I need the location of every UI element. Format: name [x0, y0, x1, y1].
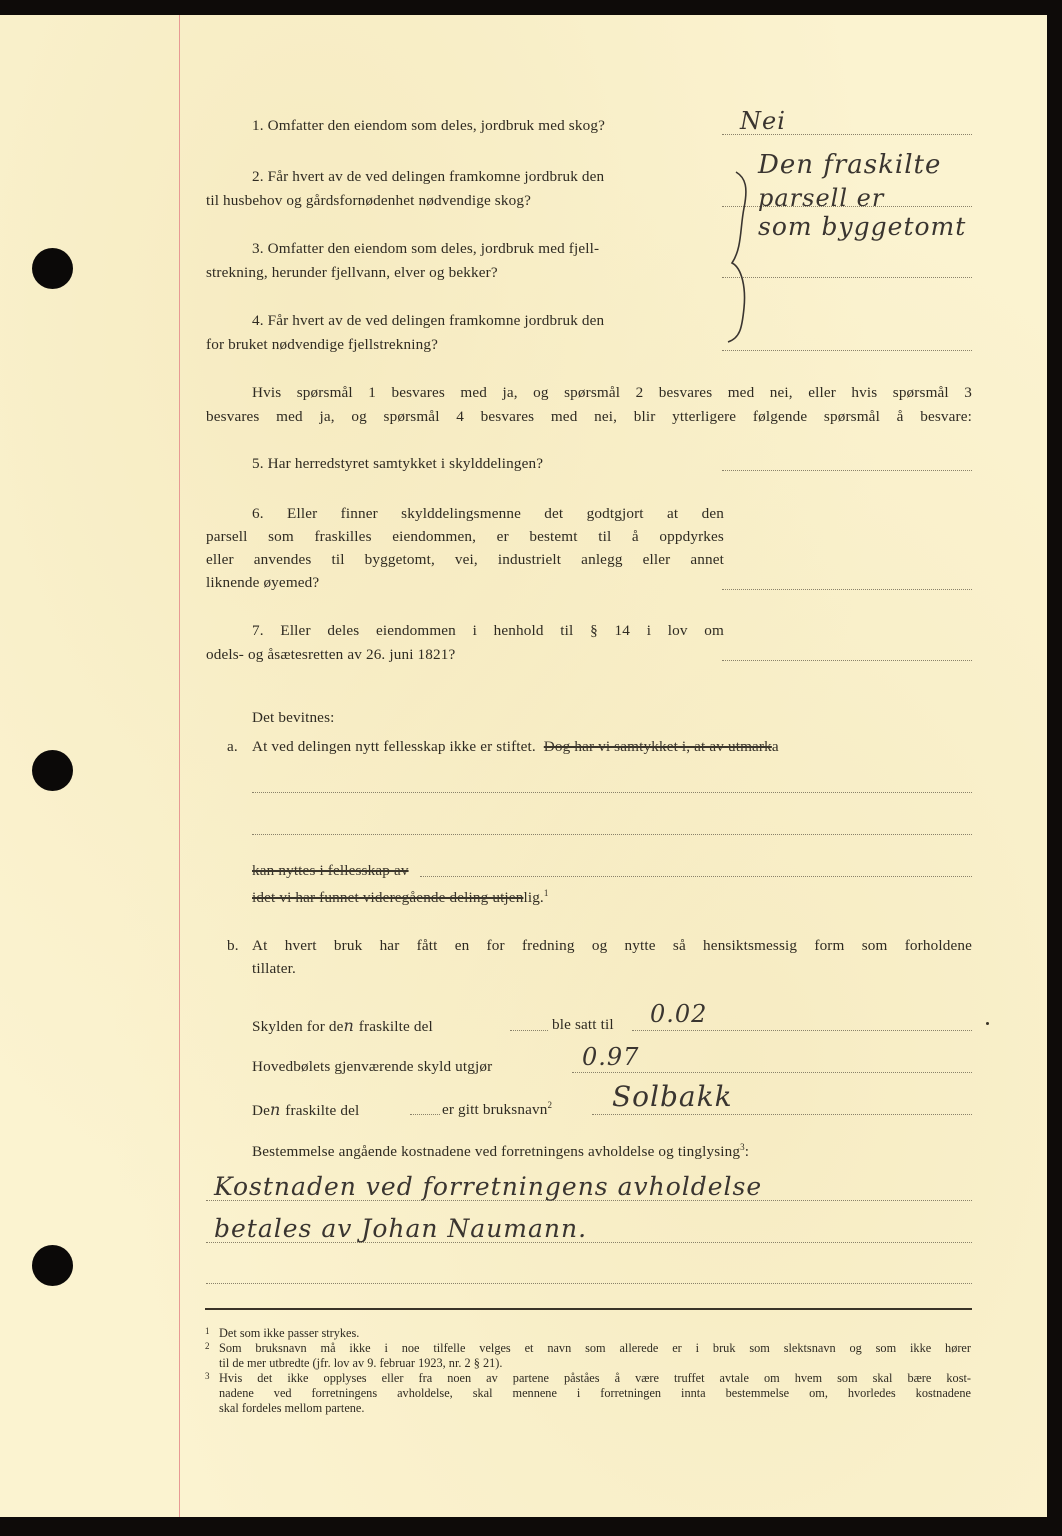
margin-line — [179, 15, 180, 1517]
question-6: 6. Eller finner skylddelingsmenne det godtgjort at den — [252, 505, 724, 522]
punch-hole — [32, 1245, 73, 1286]
struck-text: Dog har vi samtykket i, at av utmark — [543, 738, 772, 755]
footnote-3: 3 Hvis det ikke opplyses eller fra noen av partene påståes å være truffet avtale om hvem som skal bære kost- nadene ved forretningens avholdelse, skal mennene i forretningen innta bestemmelse om, hvorledes kostnadene skal fordeles mellom partene. — [205, 1371, 971, 1415]
footnote-1: 1 Det som ikke passer strykes. — [205, 1326, 360, 1340]
curly-brace-icon — [722, 168, 762, 348]
footnote-separator — [205, 1308, 972, 1310]
skyld-label: Skylden for den fraskilte del — [252, 1016, 433, 1035]
navn-value-handwritten: Solbakk — [612, 1080, 733, 1113]
question-7: 7. Eller deles eiendommen i henhold til § 14 i lov om — [252, 622, 724, 639]
kost-value-line-2: betales av Johan Naumann. — [214, 1214, 588, 1243]
navn-value-line[interactable] — [592, 1114, 972, 1115]
attest-b-text-2: tillater. — [252, 960, 296, 977]
skyld-label-c: ble satt til — [552, 1016, 614, 1033]
period-mark — [986, 1022, 989, 1025]
answer-line-5[interactable] — [722, 470, 972, 471]
kost-value-line-1: Kostnaden ved forretningens avholdelse — [214, 1172, 763, 1201]
navn-part-line[interactable] — [410, 1114, 440, 1115]
punch-hole — [32, 248, 73, 289]
hoved-value-handwritten: 0.97 — [582, 1043, 640, 1071]
question-3: 3. Omfatter den eiendom som deles, jordbruk med fjell- — [252, 240, 600, 257]
bracket-answer-line-3: som byggetomt — [758, 212, 967, 241]
attest-a-text: At ved delingen nytt fellesskap ikke er stiftet. Dog har vi samtykket i, at av utmarka — [252, 738, 779, 755]
kost-label: Bestemmelse angående kostnadene ved forretningens avholdelse og tinglysing$^3$: — [252, 1142, 750, 1160]
skyld-part-line[interactable] — [510, 1030, 548, 1031]
attest-b-label: b. — [227, 937, 239, 954]
answer-line-7[interactable] — [722, 660, 972, 661]
question-1: 1. Omfatter den eiendom som deles, jordbruk med skog? — [252, 117, 605, 134]
attest-heading: Det bevitnes: — [252, 709, 335, 726]
question-4: 4. Får hvert av de ved delingen framkomne jordbruk den — [252, 312, 605, 329]
attest-a-struck-3: idet vi har funnet videregående deling utjenlig.$^1$ — [252, 888, 549, 906]
answer-line-6[interactable] — [722, 589, 972, 590]
answer-line-4[interactable] — [722, 350, 972, 351]
punch-hole — [32, 750, 73, 791]
attest-a-line-1[interactable] — [252, 792, 972, 793]
navn-label-c: er gitt bruksnavn$^2$ — [442, 1100, 553, 1118]
attest-a-line-3[interactable] — [420, 876, 972, 877]
footnote-2: 2 Som bruksnavn må ikke i noe tilfelle velges et navn som allerede er i bruk som slektsnavn og som ikke hører til de mer utbredte (jfr. lov av 9. februar 1923, nr. 2 § 21). — [205, 1341, 971, 1370]
answer-1-handwritten: Nei — [740, 107, 786, 135]
bracket-answer-line-1: Den fraskilte — [758, 150, 942, 180]
question-2-cont: til husbehov og gårdsfornødenhet nødvendige skog? — [206, 192, 531, 209]
question-3-cont: strekning, herunder fjellvann, elver og bekker? — [206, 264, 498, 281]
attest-a-label: a. — [227, 738, 238, 755]
question-2: 2. Får hvert av de ved delingen framkomne jordbruk den — [252, 168, 605, 185]
attest-a-struck-2: kan nyttes i fellesskap av — [252, 862, 409, 879]
kost-line-3[interactable] — [206, 1283, 972, 1284]
question-6-cont-3: liknende øyemed? — [206, 574, 320, 591]
question-6-cont-2: eller anvendes til byggetomt, vei, industrielt anlegg eller annet — [206, 551, 724, 568]
bracket-answer-line-2: parsell er — [758, 184, 885, 212]
question-4-cont: for bruket nødvendige fjellstrekning? — [206, 336, 439, 353]
attest-b-text-1: At hvert bruk har fått en for fredning og nytte så hensiktsmessig form som forholdene — [252, 937, 972, 954]
question-7-cont: odels- og åsætesretten av 26. juni 1821? — [206, 646, 456, 663]
hoved-label: Hovedbølets gjenværende skyld utgjør — [252, 1058, 493, 1075]
condition-text-2: besvares med ja, og spørsmål 4 besvares med nei, blir ytterligere følgende spørsmål å besvare: — [206, 408, 972, 425]
question-5: 5. Har herredstyret samtykket i skylddelingen? — [252, 455, 544, 472]
question-6-cont-1: parsell som fraskilles eiendommen, er bestemt til å oppdyrkes — [206, 528, 724, 545]
navn-label: Den fraskilte del — [252, 1100, 360, 1119]
condition-text-1: Hvis spørsmål 1 besvares med ja, og spørsmål 2 besvares med nei, eller hvis spørsmål 3 — [252, 384, 972, 401]
skyld-value-handwritten: 0.02 — [650, 1000, 708, 1028]
attest-a-line-2[interactable] — [252, 834, 972, 835]
hoved-value-line[interactable] — [572, 1072, 972, 1073]
skyld-value-line[interactable] — [632, 1030, 972, 1031]
